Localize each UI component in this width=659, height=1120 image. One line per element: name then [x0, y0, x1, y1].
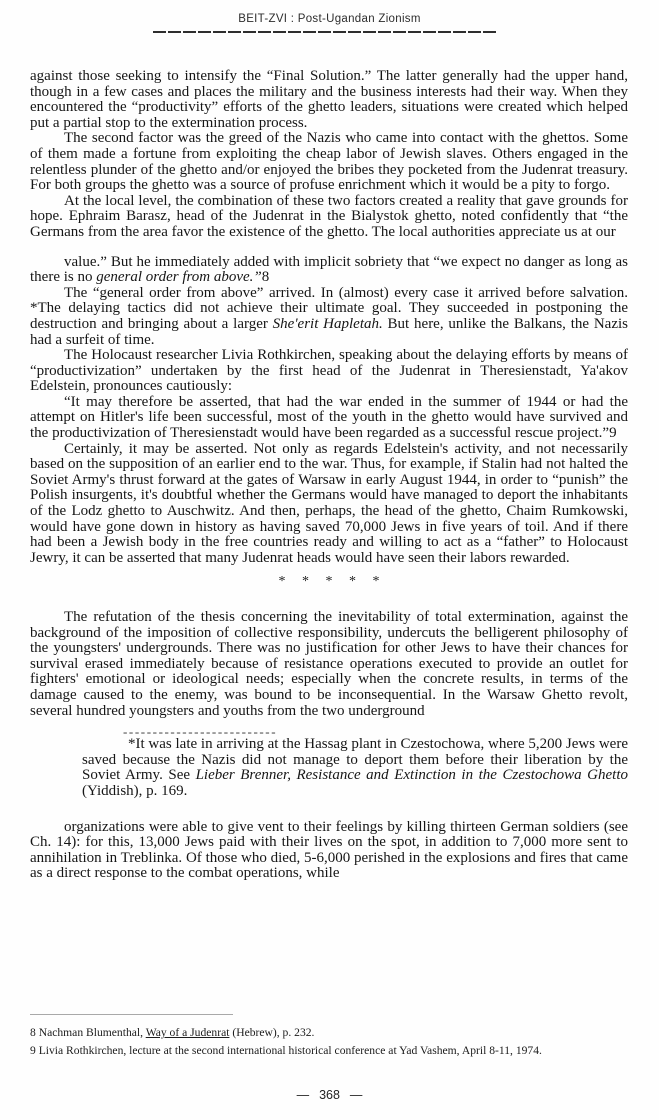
text-segment: 8	[261, 269, 270, 286]
page-number	[0, 1088, 659, 1102]
footnote-rule	[30, 1014, 233, 1015]
text-segment: The second factor was the greed of the Nazis who came into contact with the ghettos. Some of them made a fortune from exploiting the cheap labor of Jewish slaves. Others engaged in the relentless plunder of the ghetto and/or enjoyed the bribes they pocketed from the Judenrat treasury. For both groups the ghetto was a source of profuse enrichment which it would be a pity to forgo.	[30, 130, 628, 194]
footnote-9	[30, 1042, 628, 1060]
text-segment: The refutation of the thesis concerning the inevitability of total extermination, against the background of the imposition of collective responsibility, undercuts the belligerent philosophy of the youngsters' undergrounds. There was no justification for other Jews to have their chances for survival erased immediately because of resistance operations executed to provide an outlet for fighters' emotional or ideological needs; especially when the concrete results, in terms of the damage caused to the enemy, was bound to be inconsequential. In the Warsaw Ghetto revolt, several hundred youngsters and youths from the two underground	[30, 609, 628, 719]
paragraph	[30, 610, 628, 719]
text-segment: 9 Livia Rothkirchen, lecture at the second international historical conference at Yad Vashem, April 8-11, 1974.	[30, 1043, 542, 1057]
page-body	[30, 69, 628, 882]
paragraph	[30, 255, 628, 286]
text-segment: But here, unlike the Balkans, the Nazis had a surfeit of time.	[30, 315, 628, 348]
text-segment: “It may therefore be asserted, that had the war ended in the summer of 1944 or had the attempt on Hitler's life been successful, most of the youth in the ghetto would have survived and the productivization of Theresienstadt would have been regarded as a successful rescue project.”9	[30, 393, 628, 442]
asterisk-footnote-text	[82, 737, 628, 799]
text-segment: (Hebrew), p. 232.	[229, 1026, 315, 1039]
header-rule	[153, 31, 498, 33]
paragraph	[30, 348, 628, 395]
text-segment: 8 Nachman Blumenthal,	[30, 1026, 146, 1039]
text-segment: (Yiddish), p. 169.	[82, 782, 188, 799]
paragraph	[30, 286, 628, 348]
text-segment: *It was late in arriving at the Hassag plant in Czestochowa, where 5,200 Jews were saved because the Nazis did not manage to deport them before their liberation by the Soviet Army. See	[82, 736, 628, 784]
page-number-left-dash: —	[296, 1088, 310, 1102]
paragraph	[30, 131, 628, 193]
text-segment: Certainly, it may be asserted. Not only as regards Edelstein's activity, and not necessarily based on the supposition of an earlier end to the war. Thus, for example, if Stalin had not halted the Soviet Army's thrust forward at the gates of Warsaw in early August 1944, in order to “punish” the Polish insurgents, it's doubtful whether the Germans would have managed to deport the inhabitants of the Lodz ghetto to Auschwitz. And then, perhaps, the head of the ghetto, Chaim Rumkowski, would have gone down in history as having saved 70,000 Jews in five years of toil. And if there had been a Jewish body in the free countries ready and willing to act as a “father” to Holocaust Jewry, it can be asserted that many Judenrat heads would have seen their labors rewarded.	[30, 440, 628, 566]
italic-text: general order from above.”	[96, 269, 262, 286]
paragraph	[30, 395, 628, 442]
text-segment: The “general order from above” arrived. In (almost) every case it arrived before salvation. *The delaying tactics did not achieve their ultimate goal. They succeeded in postponing the destruction and bringing about a larger	[30, 284, 628, 332]
footnote-area	[30, 1014, 628, 1059]
italic-text: She'erit Hapletah.	[272, 315, 383, 332]
page-number-value: 368	[319, 1088, 340, 1102]
page-number-right-dash: —	[349, 1088, 363, 1102]
italic-text: Lieber Brenner, Resistance and Extinction in the Czestochowa Ghetto	[195, 767, 629, 784]
running-header-title: BEIT-ZVI : Post-Ugandan Zionism	[238, 13, 421, 25]
text-segment: The Holocaust researcher Livia Rothkirchen, speaking about the delaying efforts by means of “productivization” undertaken by the first head of the Judenrat in Theresienstadt, Ya'akov Edelstein, pronounces cautiously:	[30, 347, 628, 395]
paragraph	[30, 194, 628, 241]
footnote-dash-separator: --------------------------	[123, 727, 278, 738]
footnote-8	[30, 1024, 628, 1042]
paragraph	[30, 820, 628, 882]
underlined-text: Way of a Judenrat	[145, 1026, 230, 1039]
paragraph	[30, 69, 628, 131]
asterisk-footnote-block	[82, 727, 628, 799]
paragraph	[30, 442, 628, 567]
text-segment: against those seeking to intensify the “Final Solution.” The latter generally had the upper hand, though in a few cases and places the military and the business interests had their way. When they encountered the “productivity” efforts of the ghetto leaders, situations were created which helped put a partial stop to the extermination process.	[30, 68, 628, 131]
text-segment: At the local level, the combination of these two factors created a reality that gave grounds for hope. Ephraim Barasz, head of the Judenrat in the Bialystok ghetto, noted confidently that “the Germans from the area favor the existence of the ghetto. The local authorities appreciate us at our	[30, 192, 628, 240]
text-segment: organizations were able to give vent to their feelings by killing thirteen German soldiers (see Ch. 14): for this, 13,000 Jews paid with their lives on the spot, in addition to 7,000 more sent to annihilation in Treblinka. Of those who died, 5-6,000 perished in the explosions and fires that came as a direct response to the combat operations, while	[30, 818, 628, 882]
text-segment: value.” But he immediately added with implicit sobriety that “we expect no danger as long as there is no	[30, 253, 628, 286]
asterisk-section-divider: * * * * *	[278, 574, 380, 590]
